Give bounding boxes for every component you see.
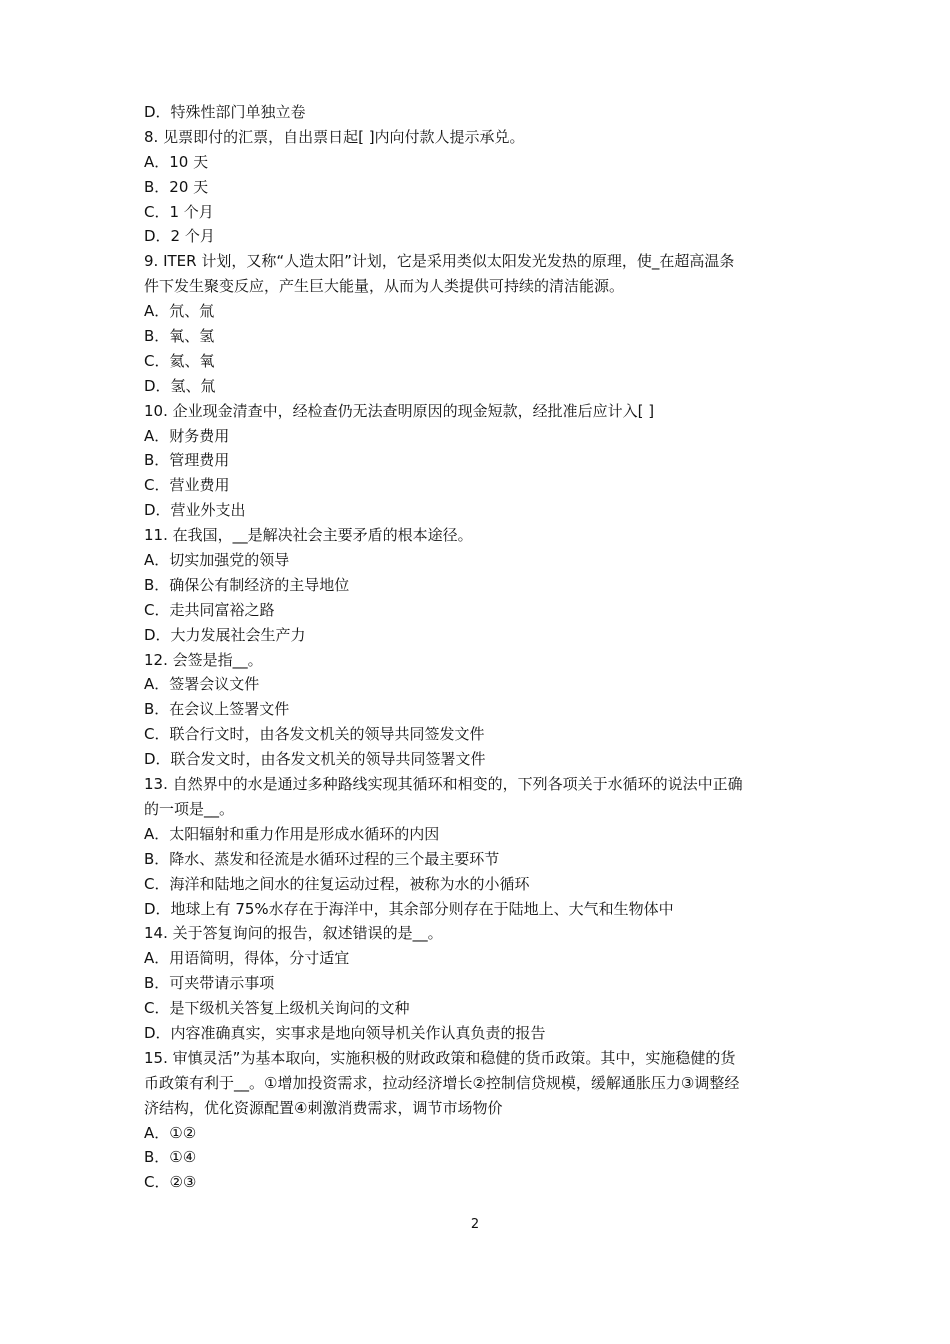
option-line: A．用语简明，得体，分寸适宜 <box>144 949 350 968</box>
option-line: B．确保公有制经济的主导地位 <box>144 575 350 594</box>
text-line: D．特殊性部门单独立卷 <box>144 103 306 121</box>
option-line: B．氧、氢 <box>144 327 215 346</box>
option-line: B．在会议上签署文件 <box>144 700 290 719</box>
option-line: C．走共同富裕之路 <box>144 600 275 619</box>
option-line: A．①② <box>144 1123 197 1142</box>
option-line: C．1 个月 <box>144 202 214 221</box>
option-line: C．联合行文时，由各发文机关的领导共同签发文件 <box>144 725 485 744</box>
option-line: B．降水、蒸发和径流是水循环过程的三个最主要环节 <box>144 849 500 868</box>
question-line: 8. 见票即付的汇票，自出票日起[ ]内向付款人提示承兑。 <box>144 127 525 146</box>
option-line: C．氦、氧 <box>144 351 215 370</box>
page-number: 2 <box>470 1217 480 1232</box>
option-line: A．10 天 <box>144 152 209 171</box>
option-line: B．①④ <box>144 1148 197 1167</box>
option-line: D．营业外支出 <box>144 501 246 520</box>
option-line: D．联合发文时，由各发文机关的领导共同签署文件 <box>144 750 486 769</box>
option-line: D．地球上有 75%水存在于海洋中，其余部分则存在于陆地上、大气和生物体中 <box>144 899 674 918</box>
question-line: 9. ITER 计划，又称“人造太阳”计划，它是采用类似太阳发光发热的原理，使_在超高温条 <box>144 252 735 271</box>
question-line: 15. 审慎灵活”为基本取向，实施积极的财政政策和稳健的货币政策。其中，实施稳健的货 <box>144 1048 736 1067</box>
question-line: 件下发生聚变反应，产生巨大能量，从而为人类提供可持续的清洁能源。 <box>144 277 625 296</box>
question-line: 济结构，优化资源配置④刺激消费需求，调节市场物价 <box>144 1098 503 1117</box>
option-line: B．可夹带请示事项 <box>144 974 275 993</box>
option-line: D．氢、氚 <box>144 376 216 395</box>
question-line: 14. 关于答复询问的报告，叙述错误的是__。 <box>144 924 443 943</box>
option-line: C．营业费用 <box>144 476 230 495</box>
option-line: D．大力发展社会生产力 <box>144 625 306 644</box>
question-line: 13. 自然界中的水是通过多种路线实现其循环和相变的，下列各项关于水循环的说法中正确 <box>144 775 743 794</box>
option-line: A．财务费用 <box>144 426 230 445</box>
question-line: 10. 企业现金清查中，经检查仍无法查明原因的现金短款，经批准后应计入[ ] <box>144 401 655 420</box>
option-line: A．签署会议文件 <box>144 675 260 694</box>
option-line: C．海洋和陆地之间水的往复运动过程，被称为水的小循环 <box>144 874 530 893</box>
option-line: D．2 个月 <box>144 227 215 246</box>
question-line: 币政策有利于__。①增加投资需求，拉动经济增长②控制信贷规模，缓解通胀压力③调整经 <box>144 1073 740 1092</box>
option-line: A．氘、氚 <box>144 302 215 321</box>
document-body <box>144 100 816 1195</box>
question-line: 11. 在我国，__是解决社会主要矛盾的根本途径。 <box>144 526 473 545</box>
option-line: C．②③ <box>144 1173 197 1192</box>
option-line: A．切实加强党的领导 <box>144 551 290 570</box>
option-line: D．内容准确真实，实事求是地向领导机关作认真负责的报告 <box>144 1023 546 1042</box>
option-line: B．20 天 <box>144 177 209 196</box>
option-line: A．太阳辐射和重力作用是形成水循环的内因 <box>144 824 440 843</box>
question-line: 的一项是__。 <box>144 799 235 818</box>
option-line: B．管理费用 <box>144 451 230 470</box>
question-line: 12. 会签是指__。 <box>144 650 263 669</box>
option-line: C．是下级机关答复上级机关询问的文种 <box>144 999 410 1018</box>
